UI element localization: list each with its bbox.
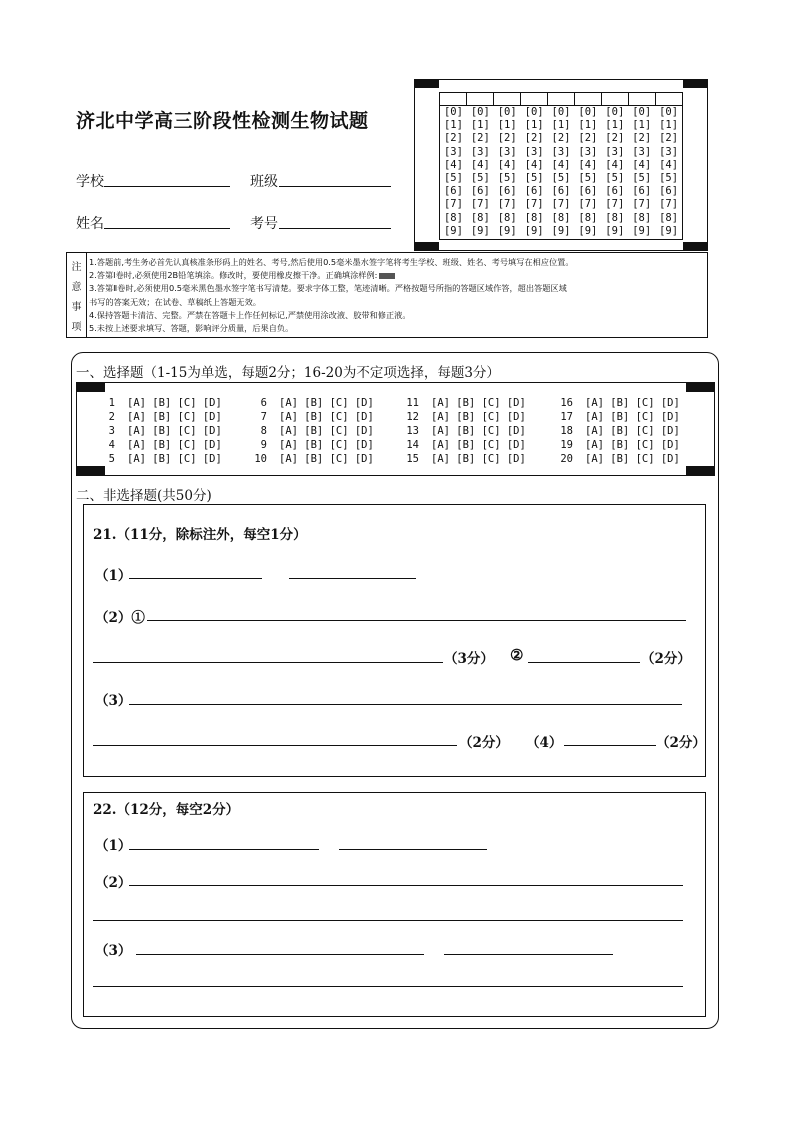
alignment-mark: [683, 80, 707, 88]
exam-digit-write-cell[interactable]: [494, 93, 521, 105]
exam-digit-bubble[interactable]: [6]: [443, 185, 463, 198]
exam-digit-bubble[interactable]: [2]: [497, 132, 517, 145]
mc-option-bubbles[interactable]: [A] [B] [C] [D]: [585, 439, 680, 451]
q21-part3-blank[interactable]: [129, 704, 682, 705]
name-field[interactable]: [104, 228, 230, 229]
exam-digit-row: [440, 172, 682, 185]
q21-part1-blank-a[interactable]: [129, 578, 262, 579]
exam-digit-bubble[interactable]: [6]: [524, 185, 544, 198]
exam-digit-bubble[interactable]: [4]: [578, 158, 598, 171]
exam-digit-bubble[interactable]: [4]: [497, 158, 517, 171]
exam-digit-bubble[interactable]: [3]: [578, 145, 598, 158]
class-field[interactable]: [279, 186, 391, 187]
exam-digit-bubble[interactable]: [7]: [632, 198, 652, 211]
exam-digit-bubble[interactable]: [0]: [443, 106, 463, 118]
exam-digit-bubble[interactable]: [9]: [443, 224, 463, 237]
exam-digit-bubble[interactable]: [9]: [605, 224, 625, 237]
exam-digit-bubble[interactable]: [5]: [659, 171, 679, 184]
q21-part1-blank-b[interactable]: [289, 578, 416, 579]
mc-question-row: [551, 396, 680, 410]
mc-question-row: [93, 396, 222, 410]
exam-digit-bubble[interactable]: [8]: [605, 211, 625, 224]
exam-digit-bubble[interactable]: [6]: [578, 185, 598, 198]
q21-score-2c: （2分）: [656, 735, 706, 751]
mc-question-row: [245, 452, 374, 466]
class-label: 班级: [250, 174, 278, 190]
mc-option-bubbles[interactable]: [A] [B] [C] [D]: [279, 453, 374, 465]
mc-question-number: 3: [108, 425, 115, 437]
exam-digit-bubble[interactable]: [3]: [443, 145, 463, 158]
mc-question-number: 7: [260, 411, 267, 423]
exam-digit-bubble[interactable]: [2]: [470, 132, 490, 145]
exam-digit-bubble[interactable]: [9]: [551, 224, 571, 237]
mc-option-bubbles[interactable]: [A] [B] [C] [D]: [279, 411, 374, 423]
mc-question-row: [551, 452, 680, 466]
exam-digit-bubble[interactable]: [5]: [551, 171, 571, 184]
exam-digit-bubble[interactable]: [8]: [524, 211, 544, 224]
exam-digit-bubble[interactable]: [1]: [497, 119, 517, 132]
exam-digit-bubble[interactable]: [1]: [578, 119, 598, 132]
mc-option-bubbles[interactable]: [A] [B] [C] [D]: [431, 397, 526, 409]
exam-digit-bubble[interactable]: [3]: [470, 145, 490, 158]
notes-label-char: 注: [71, 261, 82, 273]
mc-question-row: [551, 410, 680, 424]
exam-digit-bubble[interactable]: [0]: [551, 106, 571, 118]
exam-digit-bubble[interactable]: [9]: [632, 224, 652, 237]
notes-label-char: 项: [71, 321, 82, 333]
exam-digit-bubble[interactable]: [9]: [659, 224, 679, 237]
exam-digit-bubble[interactable]: [2]: [578, 132, 598, 145]
exam-digit-bubble[interactable]: [1]: [524, 119, 544, 132]
exam-digit-bubble[interactable]: [3]: [524, 145, 544, 158]
mc-question-number: 2: [108, 411, 115, 423]
mc-question-row: [245, 396, 374, 410]
section1-title: 一、选择题（1-15为单选，每题2分；16-20为不定项选择，每题3分）: [76, 365, 500, 381]
exam-digit-write-cell[interactable]: [629, 93, 656, 105]
mc-option-bubbles[interactable]: [A] [B] [C] [D]: [585, 397, 680, 409]
exam-digit-bubble[interactable]: [1]: [632, 119, 652, 132]
note-line: 5.未按上述要求填写、答题，影响评分质量，后果自负。: [89, 323, 294, 334]
q22-part2-blank-cont[interactable]: [93, 920, 683, 921]
mc-question-row: [93, 438, 222, 452]
mc-question-row: [551, 438, 680, 452]
mc-question-row: [397, 452, 526, 466]
exam-digit-write-cell[interactable]: [467, 93, 494, 105]
exam-no-label: 考号: [250, 216, 278, 232]
mc-question-row: [93, 452, 222, 466]
mc-option-bubbles[interactable]: [A] [B] [C] [D]: [279, 425, 374, 437]
exam-digit-row: [440, 159, 682, 172]
question-21-heading: 21.（11分，除标注外，每空1分）: [93, 527, 307, 543]
exam-digit-bubble[interactable]: [3]: [659, 145, 679, 158]
question-22-heading: 22.（12分，每空2分）: [93, 802, 240, 818]
exam-digit-bubble[interactable]: [1]: [551, 119, 571, 132]
mc-option-bubbles[interactable]: [A] [B] [C] [D]: [127, 453, 222, 465]
q21-part2-blank-1-cont[interactable]: [93, 662, 443, 663]
mc-question-number: 9: [260, 439, 267, 451]
exam-digit-bubble[interactable]: [0]: [578, 106, 598, 118]
exam-digit-bubble[interactable]: [3]: [551, 145, 571, 158]
exam-digit-bubble[interactable]: [5]: [470, 171, 490, 184]
exam-digit-write-cell[interactable]: [602, 93, 629, 105]
name-label: 姓名: [76, 216, 104, 232]
q22-part1-label: （1）: [95, 838, 132, 854]
exam-number-write-row[interactable]: [440, 93, 682, 106]
exam-digit-bubble[interactable]: [0]: [659, 106, 679, 118]
mc-question-row: [245, 424, 374, 438]
mc-option-bubbles[interactable]: [A] [B] [C] [D]: [431, 453, 526, 465]
exam-no-field[interactable]: [279, 228, 391, 229]
exam-digit-bubble[interactable]: [1]: [605, 119, 625, 132]
exam-digit-write-cell[interactable]: [575, 93, 602, 105]
exam-digit-bubble[interactable]: [5]: [632, 171, 652, 184]
mc-question-row: [551, 424, 680, 438]
q22-part3-blank-cont[interactable]: [93, 986, 683, 987]
alignment-mark: [77, 383, 105, 392]
mc-option-bubbles[interactable]: [A] [B] [C] [D]: [585, 411, 680, 423]
q21-circle-2: ②: [510, 646, 524, 664]
mc-question-number: 11: [406, 397, 419, 409]
alignment-mark: [686, 466, 714, 475]
exam-digit-bubble[interactable]: [7]: [524, 198, 544, 211]
exam-digit-bubble[interactable]: [1]: [470, 119, 490, 132]
exam-number-bubbles: [440, 106, 682, 238]
exam-digit-bubble[interactable]: [4]: [605, 158, 625, 171]
q21-part1-label: （1）: [95, 568, 132, 584]
q21-score-2b: （2分）: [459, 735, 509, 751]
exam-digit-bubble[interactable]: [9]: [524, 224, 544, 237]
note-line: 书写的答案无效；在试卷、草稿纸上答题无效。: [89, 296, 261, 307]
exam-digit-bubble[interactable]: [5]: [578, 171, 598, 184]
mc-option-bubbles[interactable]: [A] [B] [C] [D]: [431, 425, 526, 437]
exam-digit-row: [440, 106, 682, 119]
exam-digit-bubble[interactable]: [0]: [497, 106, 517, 118]
mc-question-row: [93, 424, 222, 438]
note-line: 3.答第Ⅱ卷时,必须使用0.5毫米黑色墨水签字笔书写清楚。要求字体工整，笔迹清晰。严格按题号所指的答题区域作答，超出答题区域: [89, 283, 567, 294]
exam-digit-bubble[interactable]: [6]: [497, 185, 517, 198]
mc-option-bubbles[interactable]: [A] [B] [C] [D]: [127, 411, 222, 423]
exam-digit-write-cell[interactable]: [440, 93, 467, 105]
mc-option-bubbles[interactable]: [A] [B] [C] [D]: [127, 425, 222, 437]
page-title: 济北中学高三阶段性检测生物试题: [76, 110, 369, 132]
exam-number-table: [439, 92, 683, 240]
exam-digit-bubble[interactable]: [2]: [551, 132, 571, 145]
exam-digit-bubble[interactable]: [7]: [578, 198, 598, 211]
exam-digit-bubble[interactable]: [2]: [524, 132, 544, 145]
mc-option-bubbles[interactable]: [A] [B] [C] [D]: [585, 425, 680, 437]
exam-digit-bubble[interactable]: [6]: [551, 185, 571, 198]
mc-question-number: 12: [406, 411, 419, 423]
exam-digit-bubble[interactable]: [9]: [578, 224, 598, 237]
exam-digit-row: [440, 198, 682, 211]
exam-digit-bubble[interactable]: [9]: [470, 224, 490, 237]
q22-part1-blank-b[interactable]: [339, 849, 487, 850]
exam-digit-bubble[interactable]: [0]: [470, 106, 490, 118]
exam-digit-bubble[interactable]: [4]: [443, 158, 463, 171]
exam-digit-bubble[interactable]: [2]: [659, 132, 679, 145]
mc-question-number: 15: [406, 453, 419, 465]
mc-option-bubbles[interactable]: [A] [B] [C] [D]: [279, 439, 374, 451]
exam-digit-bubble[interactable]: [7]: [659, 198, 679, 211]
mc-question-row: [397, 424, 526, 438]
q21-score-3: （3分）: [444, 651, 494, 667]
exam-digit-row: [440, 212, 682, 225]
exam-digit-bubble[interactable]: [0]: [524, 106, 544, 118]
exam-digit-bubble[interactable]: [7]: [605, 198, 625, 211]
exam-digit-bubble[interactable]: [7]: [443, 198, 463, 211]
exam-digit-bubble[interactable]: [6]: [605, 185, 625, 198]
exam-digit-bubble[interactable]: [0]: [632, 106, 652, 118]
exam-digit-row: [440, 146, 682, 159]
mc-question-number: 1: [108, 397, 115, 409]
mc-question-row: [245, 438, 374, 452]
alignment-mark: [77, 466, 105, 475]
exam-digit-row: [440, 185, 682, 198]
question-21-box: [83, 504, 706, 777]
exam-digit-bubble[interactable]: [8]: [551, 211, 571, 224]
mc-question-number: 19: [560, 439, 573, 451]
exam-digit-row: [440, 119, 682, 132]
notes-box: [66, 252, 708, 338]
mc-column: [245, 396, 374, 466]
exam-digit-bubble[interactable]: [3]: [632, 145, 652, 158]
exam-digit-bubble[interactable]: [8]: [659, 211, 679, 224]
q21-part3-blank-cont[interactable]: [93, 745, 457, 746]
q22-part2-label: （2）: [95, 875, 132, 891]
mc-question-number: 4: [108, 439, 115, 451]
exam-digit-bubble[interactable]: [6]: [632, 185, 652, 198]
exam-digit-write-cell[interactable]: [521, 93, 548, 105]
exam-digit-bubble[interactable]: [8]: [632, 211, 652, 224]
exam-digit-bubble[interactable]: [8]: [497, 211, 517, 224]
notes-label-char: 意: [71, 281, 82, 293]
exam-digit-bubble[interactable]: [8]: [443, 211, 463, 224]
question-22-box: [83, 792, 706, 1017]
exam-digit-bubble[interactable]: [5]: [497, 171, 517, 184]
exam-digit-bubble[interactable]: [4]: [470, 158, 490, 171]
exam-digit-write-cell[interactable]: [548, 93, 575, 105]
mc-question-number: 8: [260, 425, 267, 437]
mc-question-number: 14: [406, 439, 419, 451]
exam-digit-bubble[interactable]: [2]: [632, 132, 652, 145]
q21-part3-label: （3）: [95, 693, 132, 709]
mc-question-number: 17: [560, 411, 573, 423]
exam-digit-bubble[interactable]: [8]: [470, 211, 490, 224]
exam-digit-bubble[interactable]: [2]: [605, 132, 625, 145]
note-line: 1.答题前,考生务必首先认真核准条形码上的姓名、考号,然后使用0.5毫米墨水签字笔将考生学校、班级、姓名、考号填写在相应位置。: [89, 257, 574, 267]
exam-digit-bubble[interactable]: [6]: [659, 185, 679, 198]
exam-digit-bubble[interactable]: [5]: [605, 171, 625, 184]
mc-option-bubbles[interactable]: [A] [B] [C] [D]: [127, 439, 222, 451]
mc-question-number: 6: [260, 397, 267, 409]
mc-column: [397, 396, 526, 466]
exam-digit-bubble[interactable]: [4]: [659, 158, 679, 171]
q21-score-2a: （2分）: [641, 651, 691, 667]
mc-column: [93, 396, 222, 466]
mc-question-number: 5: [108, 453, 115, 465]
notes-label-char: 事: [71, 301, 82, 313]
q21-part4-blank[interactable]: [564, 745, 656, 746]
q21-part4-label: （4）: [526, 735, 563, 751]
exam-digit-bubble[interactable]: [0]: [605, 106, 625, 118]
mc-question-number: 20: [560, 453, 573, 465]
multiple-choice-grid: [76, 382, 715, 476]
mc-option-bubbles[interactable]: [A] [B] [C] [D]: [127, 397, 222, 409]
mc-question-row: [397, 410, 526, 424]
q21-part2-label: （2）①: [95, 610, 145, 626]
section2-title: 二、非选择题(共50分): [76, 488, 212, 504]
mc-question-number: 10: [254, 453, 267, 465]
exam-digit-bubble[interactable]: [7]: [551, 198, 571, 211]
mc-question-number: 13: [406, 425, 419, 437]
exam-digit-bubble[interactable]: [5]: [524, 171, 544, 184]
exam-digit-bubble[interactable]: [7]: [470, 198, 490, 211]
exam-digit-bubble[interactable]: [3]: [605, 145, 625, 158]
mc-option-bubbles[interactable]: [A] [B] [C] [D]: [279, 397, 374, 409]
exam-digit-bubble[interactable]: [3]: [497, 145, 517, 158]
mc-question-row: [93, 410, 222, 424]
mc-option-bubbles[interactable]: [A] [B] [C] [D]: [431, 439, 526, 451]
exam-digit-write-cell[interactable]: [656, 93, 682, 105]
notes-text: [89, 256, 703, 335]
q22-part1-blank-a[interactable]: [129, 849, 319, 850]
exam-digit-bubble[interactable]: [9]: [497, 224, 517, 237]
q22-part3-label: （3）: [95, 943, 132, 959]
exam-digit-bubble[interactable]: [2]: [443, 132, 463, 145]
school-label: 学校: [76, 174, 104, 190]
mc-question-row: [397, 438, 526, 452]
exam-digit-bubble[interactable]: [6]: [470, 185, 490, 198]
note-line: 2.答第Ⅰ卷时,必须使用2B铅笔填涂。修改时，要使用橡皮擦干净。正确填涂样例:: [89, 269, 703, 282]
mc-option-bubbles[interactable]: [A] [B] [C] [D]: [431, 411, 526, 423]
exam-digit-bubble[interactable]: [4]: [551, 158, 571, 171]
note-line: 4.保持答题卡清洁、完整。严禁在答题卡上作任何标记,严禁使用涂改液、胶带和修正液。: [89, 309, 411, 320]
q21-part2-blank-2[interactable]: [528, 662, 640, 663]
mc-option-bubbles[interactable]: [A] [B] [C] [D]: [585, 453, 680, 465]
fill-sample-swatch: [379, 273, 395, 279]
exam-digit-bubble[interactable]: [8]: [578, 211, 598, 224]
exam-digit-bubble[interactable]: [1]: [443, 119, 463, 132]
notes-label: [67, 253, 87, 337]
q22-part2-blank[interactable]: [129, 885, 683, 886]
exam-digit-bubble[interactable]: [4]: [632, 158, 652, 171]
mc-question-row: [397, 396, 526, 410]
exam-digit-row: [440, 225, 682, 238]
alignment-mark: [415, 80, 439, 88]
exam-digit-row: [440, 132, 682, 145]
q22-part3-blank-b[interactable]: [444, 954, 613, 955]
exam-number-grid: [414, 79, 708, 251]
exam-digit-bubble[interactable]: [5]: [443, 171, 463, 184]
alignment-mark: [683, 242, 707, 250]
q21-part2-blank-1[interactable]: [147, 620, 686, 621]
school-field[interactable]: [104, 186, 230, 187]
alignment-mark: [415, 242, 439, 250]
exam-digit-bubble[interactable]: [7]: [497, 198, 517, 211]
mc-question-number: 16: [560, 397, 573, 409]
q22-part3-blank-a[interactable]: [136, 954, 424, 955]
exam-digit-bubble[interactable]: [4]: [524, 158, 544, 171]
mc-question-number: 18: [560, 425, 573, 437]
alignment-mark: [686, 383, 714, 392]
mc-column: [551, 396, 680, 466]
exam-digit-bubble[interactable]: [1]: [659, 119, 679, 132]
mc-question-row: [245, 410, 374, 424]
